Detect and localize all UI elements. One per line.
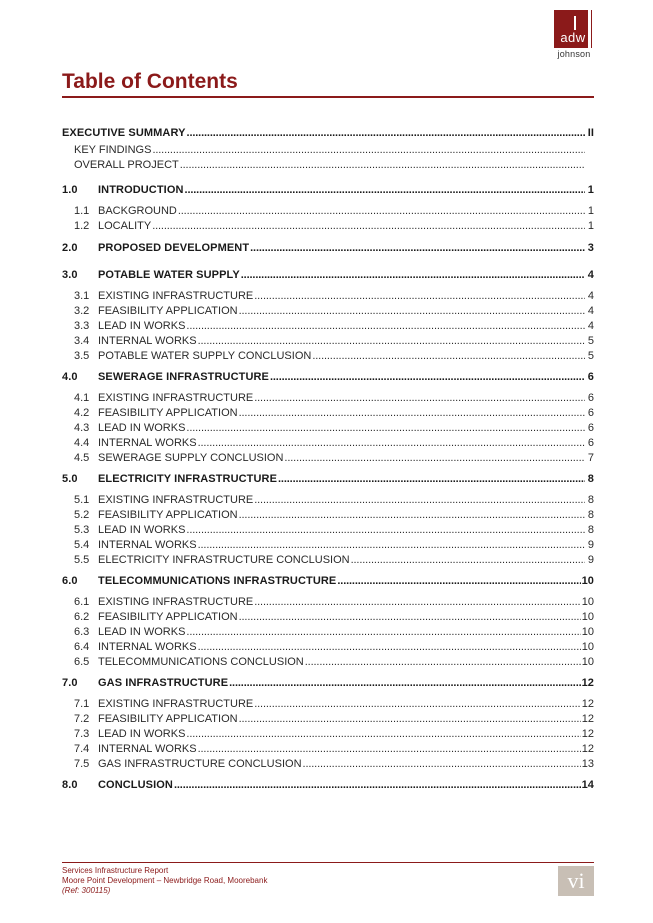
- toc-entry-page: 8: [587, 509, 594, 521]
- toc-entry-number: 4.5: [74, 452, 90, 464]
- toc-entry[interactable]: [62, 575, 594, 587]
- toc-entry-page: 4: [587, 269, 594, 281]
- toc-dot-leader: [152, 220, 585, 232]
- toc-entry-label: INTERNAL WORKS: [98, 437, 197, 449]
- toc-entry-number: 6.1: [74, 596, 90, 608]
- toc-entry-label: EXECUTIVE SUMMARY: [62, 127, 186, 139]
- toc-dot-leader: [284, 452, 585, 464]
- toc-dot-leader: [186, 524, 585, 536]
- toc-entry[interactable]: [62, 509, 594, 521]
- toc-dot-leader: [229, 677, 580, 689]
- toc-entry-number: 4.0: [62, 371, 78, 383]
- toc-entry[interactable]: [62, 677, 594, 689]
- toc-entry-number: 4.3: [74, 422, 90, 434]
- toc-entry[interactable]: [62, 144, 594, 156]
- toc-entry[interactable]: [62, 779, 594, 791]
- toc-entry-label: GAS INFRASTRUCTURE CONCLUSION: [98, 758, 302, 770]
- toc-entry-number: 7.0: [62, 677, 78, 689]
- toc-entry-number: 1.1: [74, 205, 90, 217]
- toc-entry-label: EXISTING INFRASTRUCTURE: [98, 392, 254, 404]
- toc-entry-page: 4: [587, 305, 594, 317]
- toc-entry-label: ELECTRICITY INFRASTRUCTURE CONCLUSION: [98, 554, 350, 566]
- toc-entry-label: SEWERAGE INFRASTRUCTURE: [98, 371, 269, 383]
- toc-entry-number: 7.4: [74, 743, 90, 755]
- toc-entry-number: 3.5: [74, 350, 90, 362]
- toc-entry-number: 6.4: [74, 641, 90, 653]
- toc-entry[interactable]: [62, 656, 594, 668]
- toc-entry-number: 5.3: [74, 524, 90, 536]
- toc-entry-label: LEAD IN WORKS: [98, 320, 186, 332]
- toc-dot-leader: [254, 698, 581, 710]
- toc-entry[interactable]: [62, 184, 594, 196]
- toc-dot-leader: [270, 371, 585, 383]
- toc-entry[interactable]: [62, 220, 594, 232]
- toc-entry-number: 5.2: [74, 509, 90, 521]
- toc-dot-leader: [239, 305, 585, 317]
- toc-dot-leader: [337, 575, 580, 587]
- toc-entry-label: FEASIBILITY APPLICATION: [98, 611, 238, 623]
- toc-entry-label: EXISTING INFRASTRUCTURE: [98, 290, 254, 302]
- footer-report-title: Services Infrastructure Report: [62, 866, 169, 875]
- toc-entry[interactable]: [62, 269, 594, 281]
- toc-entry-page: II: [587, 127, 594, 139]
- company-logo: [552, 10, 596, 62]
- title-divider: [62, 96, 594, 98]
- toc-entry-page: 1: [587, 205, 594, 217]
- toc-entry-page: 10: [581, 575, 594, 587]
- toc-entry[interactable]: [62, 626, 594, 638]
- toc-entry-label: POTABLE WATER SUPPLY CONCLUSION: [98, 350, 312, 362]
- toc-entry[interactable]: [62, 596, 594, 608]
- toc-dot-leader: [174, 779, 581, 791]
- toc-entry-label: EXISTING INFRASTRUCTURE: [98, 494, 254, 506]
- toc-entry-number: 4.4: [74, 437, 90, 449]
- toc-entry-number: 6.5: [74, 656, 90, 668]
- toc-entry-label: KEY FINDINGS: [74, 144, 152, 156]
- toc-dot-leader: [186, 320, 585, 332]
- toc-entry-page: 12: [581, 728, 594, 740]
- toc-entry-label: INTERNAL WORKS: [98, 743, 197, 755]
- toc-entry[interactable]: [62, 371, 594, 383]
- toc-dot-leader: [250, 242, 585, 254]
- toc-entry-number: 6.0: [62, 575, 78, 587]
- toc-entry-number: 6.3: [74, 626, 90, 638]
- toc-dot-leader: [198, 539, 585, 551]
- toc-entry[interactable]: [62, 407, 594, 419]
- toc-dot-leader: [312, 350, 585, 362]
- toc-entry-number: 7.5: [74, 758, 90, 770]
- toc-entry-number: 3.4: [74, 335, 90, 347]
- toc-entry-number: 6.2: [74, 611, 90, 623]
- toc-entry-number: 3.0: [62, 269, 78, 281]
- toc-entry[interactable]: [62, 539, 594, 551]
- toc-entry[interactable]: [62, 320, 594, 332]
- toc-entry[interactable]: [62, 641, 594, 653]
- toc-entry[interactable]: [62, 335, 594, 347]
- toc-entry[interactable]: [62, 524, 594, 536]
- toc-entry-page: 6: [587, 407, 594, 419]
- logo-letters: adw: [560, 30, 586, 45]
- toc-entry[interactable]: [62, 452, 594, 464]
- toc-entry-label: LEAD IN WORKS: [98, 728, 186, 740]
- toc-entry-page: 4: [587, 320, 594, 332]
- toc-entry-number: 5.4: [74, 539, 90, 551]
- toc-entry[interactable]: [62, 494, 594, 506]
- toc-dot-leader: [254, 494, 585, 506]
- toc-entry-page: 8: [587, 473, 594, 485]
- toc-dot-leader: [152, 144, 585, 156]
- toc-entry-label: FEASIBILITY APPLICATION: [98, 407, 238, 419]
- page-title: Table of Contents: [62, 70, 238, 93]
- toc-entry[interactable]: [62, 127, 594, 139]
- toc-entry[interactable]: [62, 159, 594, 171]
- toc-entry-label: LEAD IN WORKS: [98, 524, 186, 536]
- toc-dot-leader: [254, 392, 585, 404]
- toc-entry-number: 2.0: [62, 242, 78, 254]
- toc-entry-page: 13: [581, 758, 594, 770]
- toc-entry-page: 12: [581, 677, 594, 689]
- toc-dot-leader: [198, 335, 585, 347]
- toc-dot-leader: [239, 509, 585, 521]
- toc-entry-label: EXISTING INFRASTRUCTURE: [98, 596, 254, 608]
- toc-dot-leader: [198, 743, 581, 755]
- toc-entry-page: 3: [587, 242, 594, 254]
- toc-entry[interactable]: [62, 290, 594, 302]
- toc-entry-label: INTERNAL WORKS: [98, 335, 197, 347]
- toc-entry-number: 5.1: [74, 494, 90, 506]
- toc-entry-page: 10: [581, 656, 594, 668]
- toc-entry[interactable]: [62, 422, 594, 434]
- toc-entry-label: INTERNAL WORKS: [98, 641, 197, 653]
- logo-name: johnson: [557, 49, 591, 59]
- toc-entry-number: 8.0: [62, 779, 78, 791]
- toc-entry-label: SEWERAGE SUPPLY CONCLUSION: [98, 452, 284, 464]
- toc-dot-leader: [239, 713, 581, 725]
- toc-entry-label: TELECOMMUNICATIONS INFRASTRUCTURE: [98, 575, 337, 587]
- toc-entry-page: 6: [587, 437, 594, 449]
- toc-entry-page: 5: [587, 335, 594, 347]
- toc-entry-label: FEASIBILITY APPLICATION: [98, 713, 238, 725]
- toc-entry-page: 10: [581, 611, 594, 623]
- toc-entry-number: 7.2: [74, 713, 90, 725]
- toc-entry[interactable]: [62, 473, 594, 485]
- toc-entry-page: 1: [587, 184, 594, 196]
- toc-entry[interactable]: [62, 728, 594, 740]
- toc-dot-leader: [198, 437, 585, 449]
- footer-text: [62, 866, 267, 896]
- toc-entry[interactable]: [62, 758, 594, 770]
- toc-entry-label: PROPOSED DEVELOPMENT: [98, 242, 250, 254]
- toc-dot-leader: [305, 656, 581, 668]
- toc-entry-page: 10: [581, 626, 594, 638]
- page-number-badge: vi: [558, 866, 594, 896]
- toc-entry[interactable]: [62, 350, 594, 362]
- toc-entry[interactable]: [62, 392, 594, 404]
- toc-entry-number: 3.1: [74, 290, 90, 302]
- toc-entry-label: ELECTRICITY INFRASTRUCTURE: [98, 473, 278, 485]
- toc-dot-leader: [198, 641, 581, 653]
- toc-entry-number: 3.2: [74, 305, 90, 317]
- toc-dot-leader: [241, 269, 585, 281]
- toc-entry-number: 1.0: [62, 184, 78, 196]
- toc-dot-leader: [185, 184, 585, 196]
- toc-entry-page: 6: [587, 371, 594, 383]
- toc-entry-number: 7.1: [74, 698, 90, 710]
- toc-entry-page: 9: [587, 539, 594, 551]
- toc-entry-page: 12: [581, 743, 594, 755]
- toc-entry[interactable]: [62, 437, 594, 449]
- toc-entry-page: 5: [587, 350, 594, 362]
- toc-dot-leader: [239, 611, 581, 623]
- toc-entry-label: EXISTING INFRASTRUCTURE: [98, 698, 254, 710]
- toc-entry-page: 12: [581, 698, 594, 710]
- toc-dot-leader: [187, 127, 585, 139]
- toc-entry-number: 7.3: [74, 728, 90, 740]
- toc-dot-leader: [186, 422, 585, 434]
- toc-dot-leader: [254, 596, 581, 608]
- toc-entry-label: GAS INFRASTRUCTURE: [98, 677, 229, 689]
- toc-entry-label: FEASIBILITY APPLICATION: [98, 305, 238, 317]
- toc-entry-number: 5.5: [74, 554, 90, 566]
- toc-entry-page: 9: [587, 554, 594, 566]
- toc-entry[interactable]: [62, 554, 594, 566]
- toc-entry[interactable]: [62, 743, 594, 755]
- toc-entry-page: 6: [587, 392, 594, 404]
- toc-entry-label: LEAD IN WORKS: [98, 422, 186, 434]
- toc-entry-page: 10: [581, 596, 594, 608]
- toc-entry-page: 8: [587, 494, 594, 506]
- toc-entry-label: LOCALITY: [98, 220, 152, 232]
- toc-dot-leader: [186, 626, 580, 638]
- toc-entry[interactable]: [62, 713, 594, 725]
- toc-dot-leader: [178, 205, 585, 217]
- toc-entry-number: 3.3: [74, 320, 90, 332]
- toc-entry-label: POTABLE WATER SUPPLY: [98, 269, 240, 281]
- toc-entry-label: CONCLUSION: [98, 779, 173, 791]
- toc-dot-leader: [254, 290, 585, 302]
- toc-entry[interactable]: [62, 242, 594, 254]
- toc-entry[interactable]: [62, 698, 594, 710]
- toc-entry-label: BACKGROUND: [98, 205, 177, 217]
- toc-entry[interactable]: [62, 205, 594, 217]
- toc-entry-label: INTRODUCTION: [98, 184, 184, 196]
- toc-dot-leader: [303, 758, 581, 770]
- toc-entry-label: LEAD IN WORKS: [98, 626, 186, 638]
- toc-entry-page: 8: [587, 524, 594, 536]
- toc-entry-number: 4.1: [74, 392, 90, 404]
- toc-entry[interactable]: [62, 305, 594, 317]
- toc-entry-number: 4.2: [74, 407, 90, 419]
- toc-entry-label: TELECOMMUNICATIONS CONCLUSION: [98, 656, 304, 668]
- toc-dot-leader: [351, 554, 585, 566]
- footer-divider: [62, 862, 594, 863]
- toc-entry-page: 1: [587, 220, 594, 232]
- footer-project: Moore Point Development – Newbridge Road, Moorebank: [62, 876, 268, 885]
- toc-entry-page: 12: [581, 713, 594, 725]
- toc-dot-leader: [186, 728, 580, 740]
- toc-dot-leader: [239, 407, 585, 419]
- toc-entry-label: INTERNAL WORKS: [98, 539, 197, 551]
- toc-dot-leader: [278, 473, 585, 485]
- toc-entry-page: 7: [587, 452, 594, 464]
- footer-reference: (Ref: 300115): [62, 886, 111, 895]
- toc-entry-page: 6: [587, 422, 594, 434]
- toc-entry-page: 4: [587, 290, 594, 302]
- toc-dot-leader: [180, 159, 585, 171]
- toc-entry-label: FEASIBILITY APPLICATION: [98, 509, 238, 521]
- toc-entry[interactable]: [62, 611, 594, 623]
- toc-entry-page: 10: [581, 641, 594, 653]
- toc-entry-number: 5.0: [62, 473, 78, 485]
- toc-entry-label: OVERALL PROJECT: [74, 159, 179, 171]
- toc-entry-page: 14: [581, 779, 594, 791]
- toc-entry-number: 1.2: [74, 220, 90, 232]
- logo-bar: [574, 16, 576, 30]
